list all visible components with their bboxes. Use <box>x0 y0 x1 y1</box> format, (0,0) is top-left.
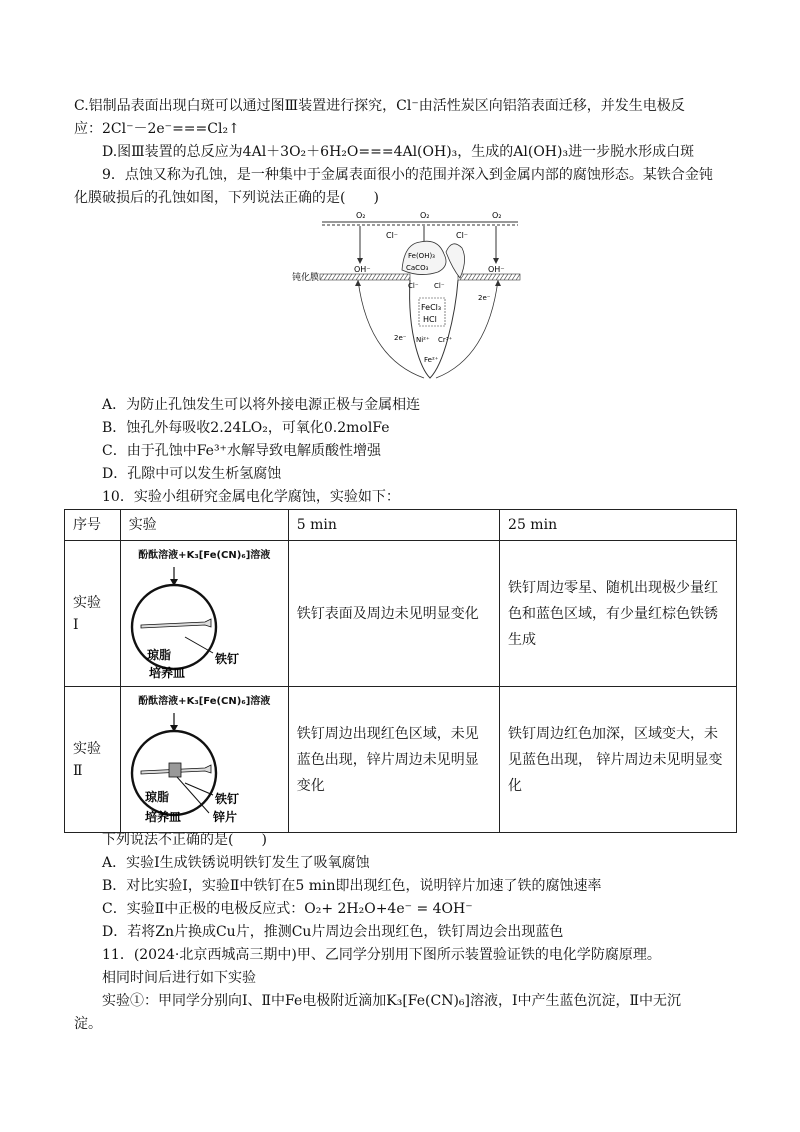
agar-label: 琼脂 <box>146 648 171 662</box>
species-label: Ni²⁺ <box>416 336 430 344</box>
species-label: FeCl₃ <box>421 303 442 312</box>
cl-label: Cl⁻ <box>408 282 419 290</box>
question-9-option-c: C．由于孔蚀中Fe³⁺水解导致电解质酸性增强 <box>102 443 381 459</box>
species-label: CaCO₃ <box>406 264 429 272</box>
header-cell: 5 min <box>288 510 499 541</box>
question-11-line4: 淀。 <box>74 1016 102 1032</box>
zinc-label: 锌片 <box>212 810 237 824</box>
question-10-option-c: C．实验Ⅱ中正极的电极反应式：O₂+ 2H₂O+4e⁻ = 4OH⁻ <box>102 901 473 917</box>
experiment-id: 实验 Ⅰ <box>65 541 121 687</box>
cl-label: Cl⁻ <box>386 231 399 240</box>
experiment-figure-cell <box>120 541 288 687</box>
option-c-line2: 应：2Cl⁻－2e⁻===Cl₂↑ <box>74 121 240 137</box>
o2-label: O₂ <box>492 211 502 220</box>
petri-dish-figure <box>121 713 271 825</box>
result-5min: 铁钉表面及周边未见明显变化 <box>288 541 499 687</box>
dish-label: 培养皿 <box>148 666 185 680</box>
question-11-line2: 相同时间后进行如下实验 <box>102 970 256 986</box>
question-9-line1: 9．点蚀又称为孔蚀，是一种集中于金属表面很小的范围并深入到金属内部的腐蚀形态。某铁合金钝 <box>102 167 713 183</box>
question-10-ask: 下列说法不正确的是( ) <box>102 832 267 848</box>
pitting-corrosion-figure <box>292 208 520 388</box>
experiment-figure-cell <box>120 687 288 833</box>
question-10: 10．实验小组研究金属电化学腐蚀，实验如下： <box>102 489 400 505</box>
header-cell: 序号 <box>65 510 121 541</box>
figure-title: 酚酞溶液+K₃[Fe(CN)₆]溶液 <box>138 550 271 561</box>
question-9-option-b: B．蚀孔外每吸收2.24LO₂，可氧化0.2molFe <box>102 420 390 436</box>
question-10-option-a: A．实验Ⅰ生成铁锈说明铁钉发生了吸氧腐蚀 <box>102 855 370 871</box>
result-25min: 铁钉周边红色加深，区域变大，未见蓝色出现， 锌片周边未见明显变化 <box>500 687 737 833</box>
dish-label: 培养皿 <box>144 810 181 824</box>
table-row <box>65 687 737 833</box>
question-9-line2: 化膜破损后的孔蚀如图，下列说法正确的是( ) <box>74 190 379 206</box>
result-25min: 铁钉周边零星、随机出现极少量红色和蓝色区域，有少量红棕色铁锈生成 <box>500 541 737 687</box>
question-10-option-b: B．对比实验Ⅰ，实验Ⅱ中铁钉在5 min即出现红色，说明锌片加速了铁的腐蚀速率 <box>102 878 602 894</box>
agar-label: 琼脂 <box>144 790 169 804</box>
nail-label: 铁钉 <box>214 792 239 806</box>
oh-label: OH⁻ <box>488 265 505 274</box>
electron-label: 2e⁻ <box>394 334 407 342</box>
species-label: Fe²⁺ <box>424 356 439 364</box>
header-cell: 25 min <box>500 510 737 541</box>
electron-label: 2e⁻ <box>478 294 491 302</box>
question-11-line3: 实验①：甲同学分别向Ⅰ、Ⅱ中Fe电极附近滴加K₃[Fe(CN)₆]溶液，Ⅰ中产生蓝色沉淀，Ⅱ中无沉 <box>102 993 682 1009</box>
species-label: Cr³⁺ <box>438 336 453 344</box>
o2-label: O₂ <box>356 211 366 220</box>
question-11-line1: 11．(2024·北京西城高三期中)甲、乙同学分别用下图所示装置验证铁的电化学防腐原理。 <box>102 947 661 963</box>
question-9-option-a: A．为防止孔蚀发生可以将外接电源正极与金属相连 <box>102 397 421 413</box>
question-9-option-d: D．孔隙中可以发生析氢腐蚀 <box>102 466 282 482</box>
experiment-id: 实验 Ⅱ <box>65 687 121 833</box>
o2-label: O₂ <box>420 211 430 220</box>
species-label: Fe(OH)₃ <box>408 252 435 260</box>
figure-title: 酚酞溶液+K₃[Fe(CN)₆]溶液 <box>138 696 271 707</box>
option-d: D.图Ⅲ装置的总反应为4Al＋3O₂＋6H₂O===4Al(OH)₃，生成的Al(OH)₃进一步脱水形成白斑 <box>102 144 695 160</box>
option-c-line1: C.铝制品表面出现白斑可以通过图Ⅲ装置进行探究，Cl⁻由活性炭区向铝箔表面迁移，并发生电极反 <box>74 98 685 114</box>
table-row <box>65 541 737 687</box>
question-10-option-d: D．若将Zn片换成Cu片，推测Cu片周边会出现红色，铁钉周边会出现蓝色 <box>102 924 564 940</box>
passive-film-label: 钝化膜 <box>292 273 320 283</box>
cl-label: Cl⁻ <box>456 231 469 240</box>
species-label: HCl <box>423 315 437 324</box>
result-5min: 铁钉周边出现红色区域，未见蓝色出现，锌片周边未见明显变化 <box>288 687 499 833</box>
petri-dish-figure <box>121 567 271 679</box>
experiment-table <box>64 509 737 833</box>
cl-label: Cl⁻ <box>434 282 445 290</box>
nail-label: 铁钉 <box>214 652 239 666</box>
header-cell: 实验 <box>120 510 288 541</box>
oh-label: OH⁻ <box>354 265 371 274</box>
table-header-row <box>65 510 737 541</box>
